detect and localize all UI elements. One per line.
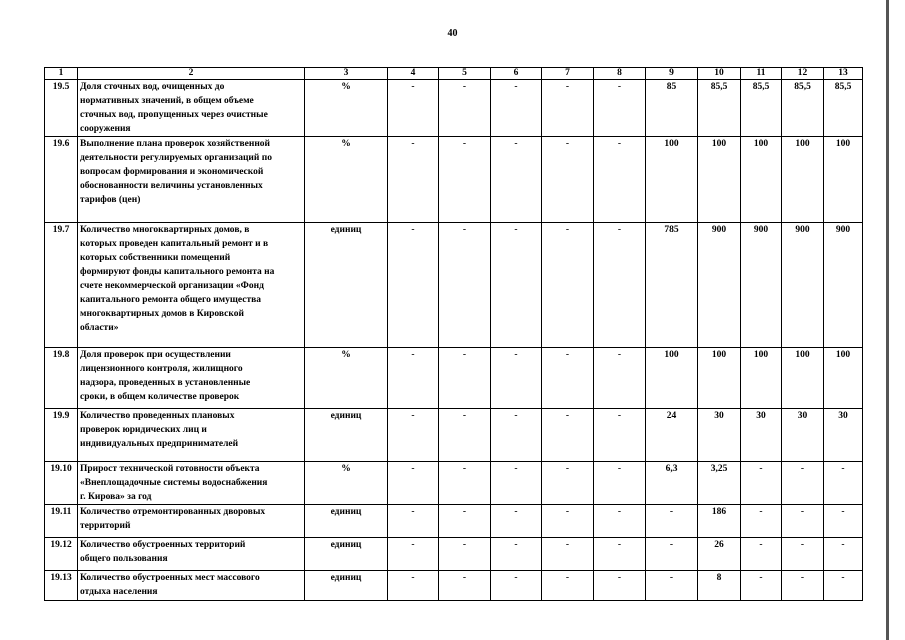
indicator-name: [78, 571, 305, 601]
value-cell-col-10: 186: [698, 505, 741, 538]
indicator-name-line: г. Кирова» за год: [80, 492, 152, 502]
indicator-name-line: индивидуальных предпринимателей: [80, 439, 239, 449]
value-cell-col-9: 85: [646, 80, 698, 137]
unit-cell: единиц: [305, 505, 388, 538]
indicator-name: [78, 137, 305, 223]
value-cell-col-10: 100: [698, 348, 741, 409]
value-cell-col-12: -: [782, 462, 824, 505]
column-number-13: 13: [824, 68, 863, 80]
value-cell-col-10: 85,5: [698, 80, 741, 137]
indicator-name: [78, 409, 305, 462]
value-cell-col-7: -: [542, 137, 594, 223]
value-cell-col-11: -: [741, 538, 782, 571]
indicator-name-line: Прирост технической готовности объекта: [80, 464, 260, 474]
row-number: 19.8: [45, 348, 78, 409]
value-cell-col-12: -: [782, 538, 824, 571]
value-cell-col-6: -: [491, 571, 542, 601]
value-cell-col-6: -: [491, 538, 542, 571]
value-cell-col-10: 26: [698, 538, 741, 571]
value-cell-col-5: -: [439, 137, 491, 223]
value-cell-col-6: -: [491, 409, 542, 462]
indicator-name-line: Количество обустроенных мест массового: [80, 573, 260, 583]
indicator-name-line: «Внеплощадочные системы водоснабжения: [80, 478, 268, 488]
table-row: [45, 348, 863, 409]
column-number-3: 3: [305, 68, 388, 80]
value-cell-col-12: 100: [782, 348, 824, 409]
table-row: [45, 223, 863, 348]
indicator-name: [78, 80, 305, 137]
indicators-table: [44, 67, 863, 601]
value-cell-col-10: 900: [698, 223, 741, 348]
column-number-9: 9: [646, 68, 698, 80]
indicator-name-line: тарифов (цен): [80, 195, 141, 205]
value-cell-col-11: 100: [741, 137, 782, 223]
table-row: [45, 538, 863, 571]
row-number: 19.13: [45, 571, 78, 601]
value-cell-col-6: -: [491, 348, 542, 409]
value-cell-col-9: -: [646, 538, 698, 571]
indicator-name-line: лицензионного контроля, жилищного: [80, 364, 243, 374]
value-cell-col-4: -: [388, 505, 439, 538]
indicator-name-line: счете некоммерческой организации «Фонд: [80, 281, 264, 291]
column-number-11: 11: [741, 68, 782, 80]
indicator-name-line: Количество проведенных плановых: [80, 411, 235, 421]
header-row: [45, 68, 863, 80]
value-cell-col-11: -: [741, 571, 782, 601]
indicator-name-line: Доля сточных вод, очищенных до: [80, 82, 225, 92]
row-number: 19.10: [45, 462, 78, 505]
column-number-7: 7: [542, 68, 594, 80]
value-cell-col-8: -: [594, 571, 646, 601]
column-number-1: 1: [45, 68, 78, 80]
value-cell-col-11: 85,5: [741, 80, 782, 137]
value-cell-col-7: -: [542, 409, 594, 462]
row-number: 19.12: [45, 538, 78, 571]
indicator-name-line: которых собственники помещений: [80, 253, 231, 263]
indicator-name-line: деятельности регулируемых организаций по: [80, 153, 272, 163]
value-cell-col-7: -: [542, 571, 594, 601]
value-cell-col-12: 100: [782, 137, 824, 223]
value-cell-col-10: 100: [698, 137, 741, 223]
unit-cell: единиц: [305, 223, 388, 348]
unit-cell: %: [305, 462, 388, 505]
page-number: 40: [447, 28, 458, 39]
unit-cell: %: [305, 348, 388, 409]
value-cell-col-8: -: [594, 538, 646, 571]
column-number-8: 8: [594, 68, 646, 80]
value-cell-col-12: 900: [782, 223, 824, 348]
indicator-name: [78, 505, 305, 538]
indicator-name-line: Количество отремонтированных дворовых: [80, 507, 266, 517]
value-cell-col-7: -: [542, 462, 594, 505]
indicator-name-line: формируют фонды капитального ремонта на: [80, 267, 275, 277]
value-cell-col-5: -: [439, 505, 491, 538]
value-cell-col-12: -: [782, 505, 824, 538]
value-cell-col-12: 85,5: [782, 80, 824, 137]
value-cell-col-11: -: [741, 462, 782, 505]
value-cell-col-7: -: [542, 538, 594, 571]
value-cell-col-6: -: [491, 223, 542, 348]
value-cell-col-8: -: [594, 80, 646, 137]
value-cell-col-11: -: [741, 505, 782, 538]
value-cell-col-8: -: [594, 409, 646, 462]
value-cell-col-9: 100: [646, 137, 698, 223]
value-cell-col-13: 85,5: [824, 80, 863, 137]
table-row: [45, 571, 863, 601]
table-row: [45, 137, 863, 223]
table-row: [45, 80, 863, 137]
value-cell-col-7: -: [542, 348, 594, 409]
column-number-5: 5: [439, 68, 491, 80]
indicator-name-line: многоквартирных домов в Кировской: [80, 309, 244, 319]
value-cell-col-5: -: [439, 223, 491, 348]
value-cell-col-8: -: [594, 137, 646, 223]
page-edge-shadow: [886, 0, 889, 640]
table-row: [45, 462, 863, 505]
value-cell-col-4: -: [388, 348, 439, 409]
table-row: [45, 505, 863, 538]
column-number-2: 2: [78, 68, 305, 80]
value-cell-col-7: -: [542, 505, 594, 538]
unit-cell: единиц: [305, 571, 388, 601]
value-cell-col-7: -: [542, 223, 594, 348]
value-cell-col-4: -: [388, 409, 439, 462]
value-cell-col-6: -: [491, 505, 542, 538]
column-number-12: 12: [782, 68, 824, 80]
column-number-10: 10: [698, 68, 741, 80]
value-cell-col-8: -: [594, 505, 646, 538]
value-cell-col-10: 8: [698, 571, 741, 601]
value-cell-col-7: -: [542, 80, 594, 137]
indicator-name-line: вопросам формирования и экономической: [80, 167, 264, 177]
value-cell-col-5: -: [439, 80, 491, 137]
indicator-name-line: обоснованности величины установленных: [80, 181, 263, 191]
value-cell-col-5: -: [439, 571, 491, 601]
value-cell-col-8: -: [594, 348, 646, 409]
unit-cell: %: [305, 137, 388, 223]
value-cell-col-5: -: [439, 462, 491, 505]
value-cell-col-4: -: [388, 462, 439, 505]
value-cell-col-10: 30: [698, 409, 741, 462]
value-cell-col-6: -: [491, 137, 542, 223]
indicator-name-line: проверок юридических лиц и: [80, 425, 207, 435]
row-number: 19.5: [45, 80, 78, 137]
value-cell-col-13: 100: [824, 348, 863, 409]
value-cell-col-13: -: [824, 462, 863, 505]
value-cell-col-13: 100: [824, 137, 863, 223]
value-cell-col-5: -: [439, 538, 491, 571]
value-cell-col-13: 30: [824, 409, 863, 462]
value-cell-col-9: 6,3: [646, 462, 698, 505]
column-number-6: 6: [491, 68, 542, 80]
indicator-name-line: нормативных значений, в общем объеме: [80, 96, 254, 106]
table-body: [45, 68, 863, 601]
unit-cell: %: [305, 80, 388, 137]
indicator-name: [78, 223, 305, 348]
unit-cell: единиц: [305, 409, 388, 462]
value-cell-col-13: 900: [824, 223, 863, 348]
value-cell-col-9: 100: [646, 348, 698, 409]
row-number: 19.11: [45, 505, 78, 538]
value-cell-col-8: -: [594, 462, 646, 505]
value-cell-col-9: 785: [646, 223, 698, 348]
row-number: 19.6: [45, 137, 78, 223]
value-cell-col-4: -: [388, 571, 439, 601]
value-cell-col-9: -: [646, 571, 698, 601]
value-cell-col-12: 30: [782, 409, 824, 462]
indicator-name-line: Количество обустроенных территорий: [80, 540, 246, 550]
value-cell-col-11: 900: [741, 223, 782, 348]
value-cell-col-9: 24: [646, 409, 698, 462]
value-cell-col-8: -: [594, 223, 646, 348]
indicator-name-line: сооружения: [80, 124, 131, 134]
indicator-name-line: Выполнение плана проверок хозяйственной: [80, 139, 271, 149]
value-cell-col-11: 30: [741, 409, 782, 462]
value-cell-col-4: -: [388, 538, 439, 571]
column-number-4: 4: [388, 68, 439, 80]
indicator-name-line: общего пользования: [80, 554, 168, 564]
value-cell-col-10: 3,25: [698, 462, 741, 505]
indicator-name-line: которых проведен капитальный ремонт и в: [80, 239, 269, 249]
indicator-name-line: сроки, в общем количестве проверок: [80, 392, 240, 402]
value-cell-col-6: -: [491, 462, 542, 505]
row-number: 19.9: [45, 409, 78, 462]
value-cell-col-13: -: [824, 538, 863, 571]
indicator-name-line: надзора, проведенных в установленные: [80, 378, 251, 388]
indicator-name-line: отдыха населения: [80, 587, 158, 597]
value-cell-col-13: -: [824, 505, 863, 538]
indicator-name: [78, 462, 305, 505]
indicator-name-line: области»: [80, 323, 119, 333]
value-cell-col-11: 100: [741, 348, 782, 409]
table-row: [45, 409, 863, 462]
value-cell-col-5: -: [439, 409, 491, 462]
indicator-name-line: Доля проверок при осуществлении: [80, 350, 231, 360]
value-cell-col-4: -: [388, 137, 439, 223]
row-number: 19.7: [45, 223, 78, 348]
indicator-name-line: Количество многоквартирных домов, в: [80, 225, 250, 235]
value-cell-col-12: -: [782, 571, 824, 601]
unit-cell: единиц: [305, 538, 388, 571]
value-cell-col-5: -: [439, 348, 491, 409]
indicator-name-line: сточных вод, пропущенных через очистные: [80, 110, 268, 120]
value-cell-col-9: -: [646, 505, 698, 538]
value-cell-col-6: -: [491, 80, 542, 137]
value-cell-col-13: -: [824, 571, 863, 601]
value-cell-col-4: -: [388, 80, 439, 137]
indicator-name: [78, 348, 305, 409]
indicator-name: [78, 538, 305, 571]
indicator-name-line: капитального ремонта общего имущества: [80, 295, 262, 305]
value-cell-col-4: -: [388, 223, 439, 348]
indicator-name-line: территорий: [80, 521, 131, 531]
